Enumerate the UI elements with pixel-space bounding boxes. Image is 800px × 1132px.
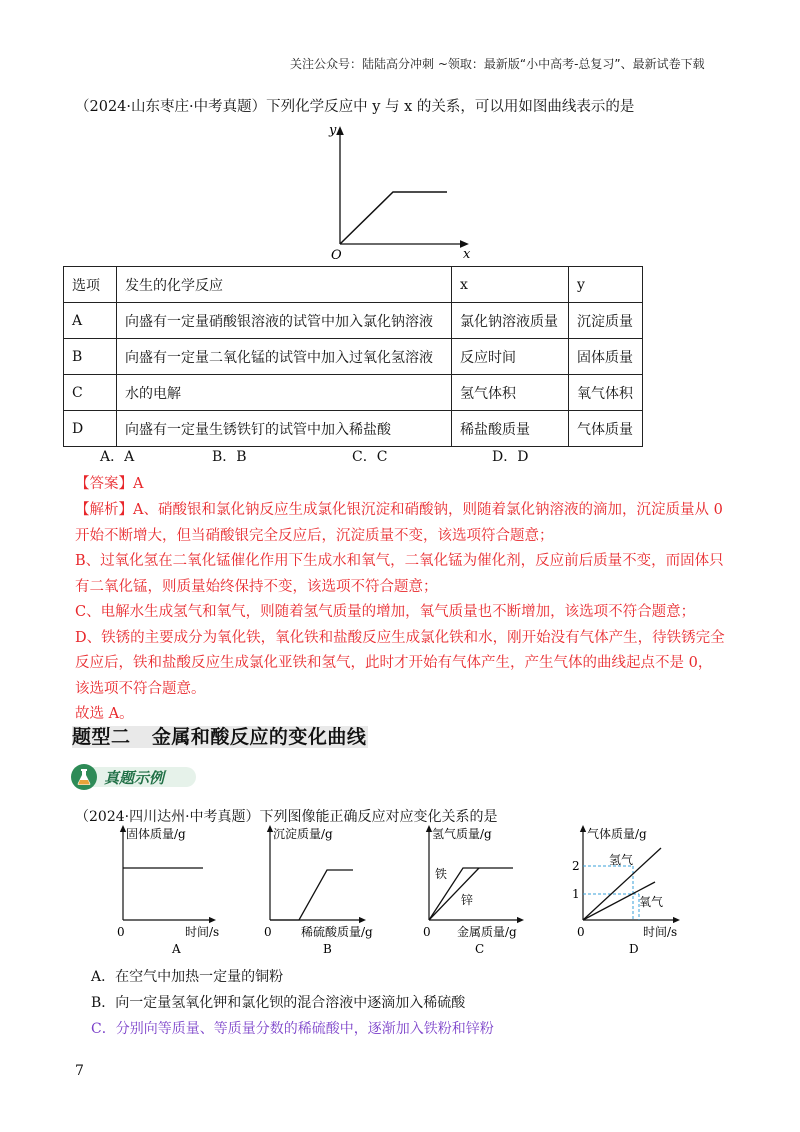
analysis-d: D、铁锈的主要成分为氧化铁，氧化铁和盐酸反应生成氯化铁和水，刚开始没有气体产生，待铁锈完全反应后，铁和盐酸反应生成氯化亚铁和氢气，此时才开始有气体产生，产生气体的曲线起点不是 0，该选项不符合题意。 — [75, 629, 725, 697]
graph-c-y-label: 氢气质量/g — [432, 827, 492, 841]
question-2-option-a: A．在空气中加热一定量的铜粉 — [91, 969, 284, 985]
graph-b-x-label: 稀硫酸质量/g — [301, 925, 373, 939]
graph-a-origin: 0 — [117, 925, 125, 939]
table-cell: 沉淀质量 — [569, 303, 643, 339]
graph-a-y-label: 固体质量/g — [126, 827, 186, 841]
analysis-conclusion: 故选 A。 — [75, 706, 134, 722]
page-header: 关注公众号：陆陆高分冲刺 ~领取：最新版“小中高考-总复习”、最新试卷下载 — [290, 57, 705, 71]
graph-c-zinc-label: 锌 — [461, 893, 474, 907]
table-header: 选项 — [64, 267, 117, 303]
analysis — [75, 498, 725, 728]
table-cell: B — [64, 339, 117, 375]
table-row — [64, 303, 643, 339]
question-2-graphs — [95, 822, 715, 962]
graph-d-origin: 0 — [577, 925, 585, 939]
table-cell: 稀盐酸质量 — [452, 411, 569, 447]
table-row — [64, 339, 643, 375]
table-cell: 气体质量 — [569, 411, 643, 447]
graph-d — [572, 826, 677, 956]
table-cell: 氢气体积 — [452, 375, 569, 411]
table-cell: 氧气体积 — [569, 375, 643, 411]
graph-c-letter: C — [475, 942, 485, 956]
section-badge — [70, 763, 198, 789]
graph-b-line — [270, 870, 353, 920]
table-cell: 氯化钠溶液质量 — [452, 303, 569, 339]
analysis-a: 【解析】A、硝酸银和氯化钠反应生成氯化银沉淀和硝酸钠，则随着氯化钠溶液的滴加，沉淀质量从 0 开始不断增大，但当硝酸银完全反应后，沉淀质量不变，该选项符合题意； — [75, 502, 723, 544]
curve — [340, 192, 447, 244]
table-cell: 反应时间 — [452, 339, 569, 375]
table-header: y — [569, 267, 643, 303]
table-cell: 向盛有一定量生锈铁钉的试管中加入稀盐酸 — [117, 411, 452, 447]
graph-c-iron-label: 铁 — [435, 867, 448, 881]
table-cell: D — [64, 411, 117, 447]
graph-c — [423, 826, 521, 956]
graph-d-y-label: 气体质量/g — [587, 827, 647, 841]
question-1-choices — [100, 446, 528, 466]
question-2-stem: （2024·四川达州·中考真题）下列图像能正确反应对应变化关系的是 — [75, 809, 498, 825]
table-cell: 水的电解 — [117, 375, 452, 411]
graph-d-oxygen-label: 氧气 — [639, 895, 664, 909]
graph-a-x-label: 时间/s — [185, 925, 220, 939]
table-cell: A — [64, 303, 117, 339]
section-title: 题型二 金属和酸反应的变化曲线 — [72, 726, 367, 748]
choice-b: B．B — [212, 449, 247, 465]
table-row — [64, 411, 643, 447]
origin-label: O — [331, 248, 342, 263]
question-2-option-b: B．向一定量氢氧化钾和氯化钡的混合溶液中逐滴加入稀硫酸 — [91, 995, 466, 1011]
graph-d-letter: D — [629, 942, 639, 956]
graph-d-tick-2: 2 — [572, 859, 580, 873]
analysis-c: C、电解水生成氢气和氧气，则随着氢气质量的增加，氧气质量也不断增加，该选项不符合题意； — [75, 604, 696, 620]
table-header: x — [452, 267, 569, 303]
y-axis-label: y — [329, 123, 337, 138]
answer — [75, 472, 143, 493]
table-cell: 向盛有一定量硝酸银溶液的试管中加入氯化钠溶液 — [117, 303, 452, 339]
graph-b-letter: B — [323, 942, 332, 956]
options-table — [63, 266, 643, 447]
x-axis-label: x — [463, 247, 471, 262]
question-1-stem: （2024·山东枣庄·中考真题）下列化学反应中 y 与 x 的关系，可以用如图曲线表示的是 — [75, 99, 635, 115]
answer-label: 【答案】 — [75, 476, 133, 492]
graph-b — [264, 826, 373, 956]
graph-c-x-label: 金属质量/g — [457, 925, 517, 939]
choice-c: C．C — [352, 449, 388, 465]
graph-b-y-label: 沉淀质量/g — [273, 827, 333, 841]
answer-value: A — [133, 476, 144, 492]
question-1-graph — [315, 118, 475, 266]
table-cell: 向盛有一定量二氧化锰的试管中加入过氧化氢溶液 — [117, 339, 452, 375]
badge-label: 真题示例 — [104, 769, 165, 787]
analysis-b: B、过氧化氢在二氧化锰催化作用下生成水和氧气，二氧化锰为催化剂，反应前后质量不变，而固体只有二氧化锰，则质量始终保持不变，该选项不符合题意； — [75, 553, 724, 595]
choice-d: D．D — [492, 449, 529, 465]
graph-a — [117, 826, 219, 956]
graph-a-letter: A — [172, 942, 181, 956]
graph-d-tick-1: 1 — [572, 887, 580, 901]
table-header: 发生的化学反应 — [117, 267, 452, 303]
page-number: 7 — [75, 1063, 84, 1079]
table-cell: 固体质量 — [569, 339, 643, 375]
graph-d-hydrogen-label: 氢气 — [609, 853, 634, 867]
question-2-option-c: C．分别向等质量、等质量分数的稀硫酸中，逐渐加入铁粉和锌粉 — [91, 1021, 494, 1037]
graph-c-origin: 0 — [423, 925, 431, 939]
table-row — [64, 375, 643, 411]
table-header-row — [64, 267, 643, 303]
graph-b-origin: 0 — [264, 925, 272, 939]
table-cell: C — [64, 375, 117, 411]
choice-a: A．A — [100, 449, 135, 465]
graph-d-x-label: 时间/s — [643, 925, 678, 939]
analysis-label: 【解析】 — [75, 502, 133, 518]
